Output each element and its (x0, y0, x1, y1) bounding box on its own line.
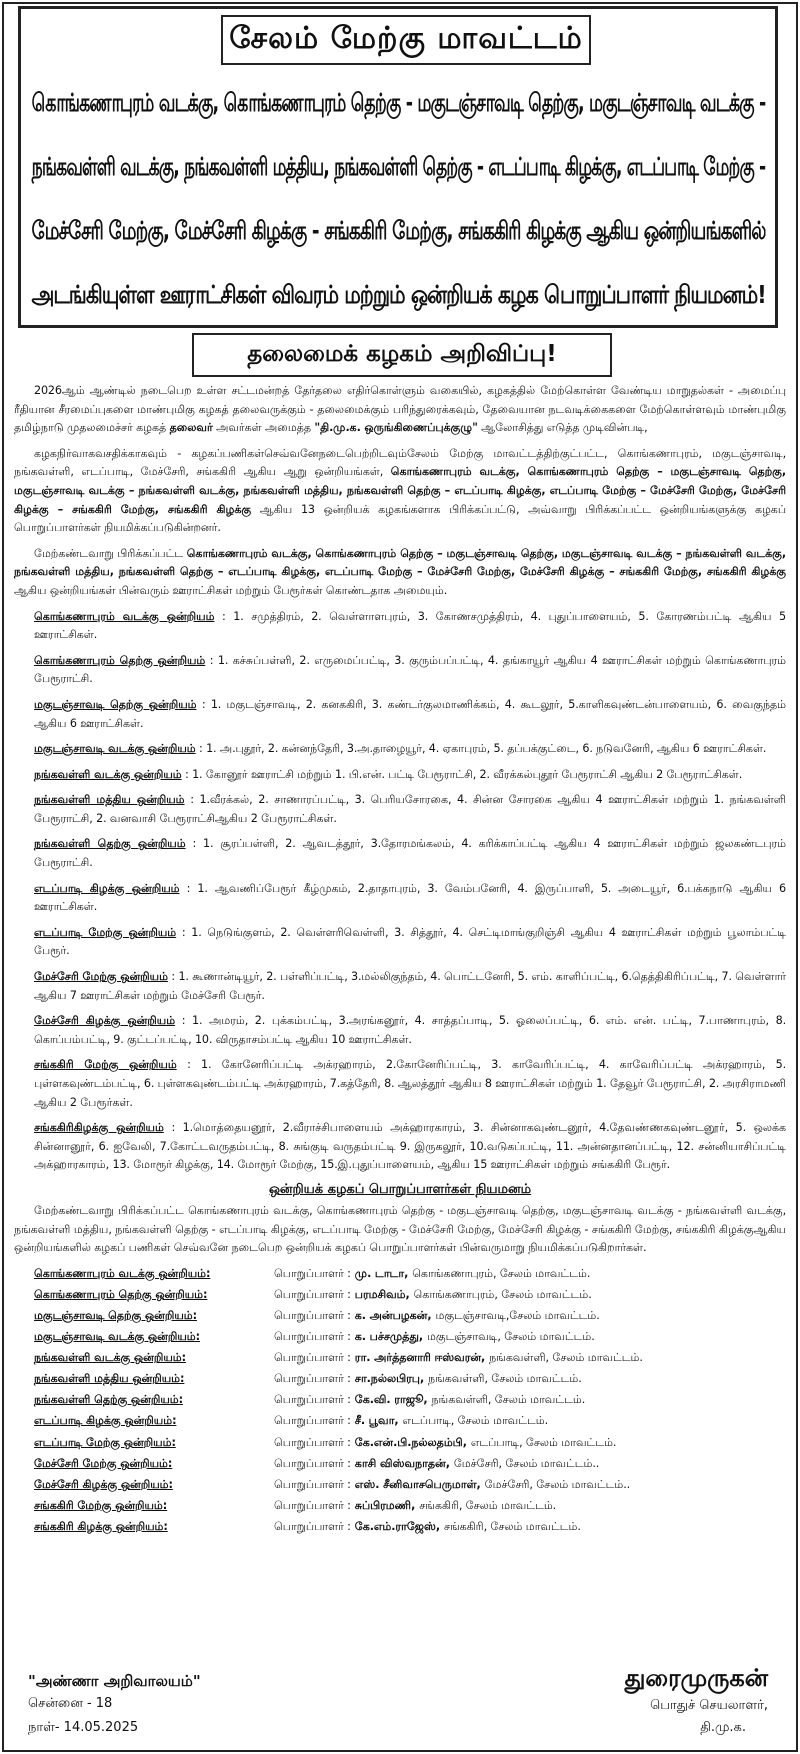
appointment-place: நங்கவள்ளி, சேலம் மாவட்டம். (428, 1372, 582, 1386)
union-entry (14, 1012, 786, 1049)
appointments-list (14, 1265, 786, 1537)
appointment-union: சங்ககிரி கிழக்கு ஒன்றியம்: (34, 1519, 168, 1533)
district-title-box (221, 15, 591, 65)
appointments-heading: ஒன்றியக் கழகப் பொறுப்பாளர்கள் நியமனம் (268, 1181, 532, 1197)
union-name: கொங்கணாபுரம் தெற்கு ஒன்றியம் (34, 653, 206, 667)
appointment-place: மேச்சேரி, சேலம் மாவட்டம்.. (453, 1456, 600, 1470)
union-name: மகுடஞ்சாவடி தெற்கு ஒன்றியம் (34, 697, 197, 711)
union-detail: : 1.வீரக்கல், 2. சாணாரப்பட்டி, 3. பெரியசோரகை, 4. சின்ன சோரகை ஆகிய 4 ஊராட்சிகள் மற்றும் 1. நங்கவள்ளி பேரூராட்சி, 2. வனவாசி பேரூராட்சிஆகிய 2 பேரூராட்சிகள். (34, 793, 786, 825)
composition-union-list: கொங்கணாபுரம் வடக்கு, கொங்கணாபுரம் தெற்கு – மகுடஞ்சாவடி தெற்கு, மகுடஞ்சாவடி வடக்கு – நங்கவள்ளி வடக்கு, நங்கவள்ளி மத்திய, நங்கவள்ளி தெற்கு – எடப்பாடி கிழக்கு, எடப்பாடி மேற்கு – மேச்சேரி மேற்கு, மேச்சேரி கிழக்கு – சங்ககிரி மேற்கு, சங்ககிரி கிழக்கு (14, 546, 786, 579)
union-detail: : 1.மொத்தையனூர், 2.வீராச்சிபாளையம் அக்ஹாரகாரம், 3. சின்னாகவுண்டனூர், 4.தேவண்ணகவுண்டனூர், 5. ஒலக்க சின்னானூர், 6. ஐவேலி, 7.கோட்டவருதம்பட்டி, 8. சுங்குடி வருதம்பட்டி 9. இருகலூர், 10.வடுகப்பட்டி, 11. அன்னதானப்பட்டி, 12. சன்னியாசிப்பட்டி அக்ஹாரகாரம், 13. மோரூர் கிழக்கு, 14. மோரூர் மேற்கு, 15.இ.புதுப்பாளையம், ஆகிய 15 ஊராட்சிகள் மற்றும் சங்ககிரி பேரூர். (34, 1121, 786, 1172)
intro-text: அவர்கள் அமைத்த (212, 421, 315, 435)
appointment-label: பொறுப்பாளர் : (274, 1477, 351, 1491)
appointment-union: கொங்கணாபுரம் வடக்கு ஒன்றியம்: (34, 1266, 211, 1280)
union-entry (14, 608, 786, 645)
appointment-union: மகுடஞ்சாவடி வடக்கு ஒன்றியம்: (34, 1330, 200, 1344)
union-entry (14, 766, 786, 785)
appointment-place: கொங்கணாபுரம், சேலம் மாவட்டம். (413, 1287, 592, 1301)
union-detail: : 1. சமுத்திரம், 2. வெள்ளாளபுரம், 3. கோணசமுத்திரம், 4. புதுப்பாளையம், 5. கோரணம்பட்டி ஆகிய 5 ஊராட்சிகள். (34, 609, 786, 642)
appointment-place: சங்ககிரி, சேலம் மாவட்டம். (443, 1519, 581, 1533)
appointment-label: பொறுப்பாளர் : (274, 1266, 351, 1280)
union-name: சங்ககிரிகிழக்கு ஒன்றியம் (34, 1121, 164, 1135)
union-detail: : 1. சூரப்பள்ளி, 2. ஆவடத்தூர், 3.தோரமங்கலம், 4. கரிக்காப்பட்டி ஆகிய 4 ஊராட்சிகள் மற்றும் ஜலகண்டபுரம் பேரூராட்சி. (34, 837, 786, 870)
appointment-union: எடப்பாடி மேற்கு ஒன்றியம்: (34, 1435, 176, 1449)
union-name: மேச்சேரி கிழக்கு ஒன்றியம் (34, 1014, 176, 1028)
appointment-place: மேச்சேரி, சேலம் மாவட்டம்.. (484, 1477, 631, 1491)
signatory-name: துரைமுருகன் (624, 1664, 768, 1692)
division-text: கழகநிர்வாகவசதிக்காகவும் - கழகப்பணிகள்செவ்வனேநடைபெற்றிடவும்சேலம் மேற்கு மாவட்டத்திற்குட்பட்ட, கொங்கணாபுரம், மகுடஞ்சாவடி, நங்கவள்ளி, எடப்பாடி, மேச்சேரி, சங்ககிரி ஆகிய ஆறு ஒன்றியங்கள், (14, 446, 786, 479)
appointment-place: மகுடஞ்சாவடி, சேலம் மாவட்டம். (426, 1330, 595, 1344)
union-detail: : 1. கச்சுப்பள்ளி, 2. எருமைப்பட்டி, 3. குரும்பப்பட்டி, 4. தங்காயூர் ஆகிய 4 ஊராட்சிகள் மற்றும் கொங்கணாபுரம் பேரூராட்சி. (34, 653, 786, 686)
union-name: நங்கவள்ளி வடக்கு ஒன்றியம் (34, 767, 182, 781)
union-entry (14, 652, 786, 689)
composition-text: மேற்கண்டவாறு பிரிக்கப்பட்ட (34, 546, 187, 560)
union-entry (14, 1056, 786, 1112)
appointment-row (14, 1518, 786, 1537)
appointment-row (14, 1455, 786, 1474)
appointment-union: கொங்கணாபுரம் தெற்கு ஒன்றியம்: (34, 1287, 208, 1301)
union-entry (14, 740, 786, 759)
union-detail: : 1. நெடுங்குளம், 2. வெள்ளரிவெள்ளி, 3. சித்தூர், 4. செட்டிமாங்குறிஞ்சி ஆகிய 4 ஊராட்சிகள் மற்றும் பூலாம்பட்டி பேரூர். (34, 925, 786, 958)
appointment-label: பொறுப்பாளர் : (274, 1414, 351, 1428)
headline-line: மேச்சேரி மேற்கு, மேச்சேரி கிழக்கு - சங்ககிரி மேற்கு, சங்ககிரி கிழக்கு ஆகிய ஒன்றியங்களில் (31, 216, 765, 245)
union-name: மகுடஞ்சாவடி வடக்கு ஒன்றியம் (34, 742, 196, 756)
appointment-union: மேச்சேரி மேற்கு ஒன்றியம்: (34, 1456, 173, 1470)
union-entry (14, 924, 786, 961)
leader-word: தலைவர் (169, 421, 213, 435)
composition-text: ஆகிய ஒன்றியங்கள் பின்வரும் ஊராட்சிகள் மற்றும் பேரூர்கள் கொண்டதாக அமையும். (14, 583, 448, 597)
appointment-person: க. அன்பழகன், (354, 1308, 432, 1322)
union-name: கொங்கணாபுரம் வடக்கு ஒன்றியம் (34, 609, 215, 623)
notice-body (14, 382, 786, 1664)
notice-banner (192, 333, 612, 377)
union-list (14, 608, 786, 1175)
appointment-place: சங்ககிரி, சேலம் மாவட்டம். (419, 1498, 557, 1512)
appointment-row (14, 1497, 786, 1516)
appointment-place: மகுடஞ்சாவடி,சேலம் மாவட்டம். (435, 1308, 600, 1322)
appointment-row (14, 1434, 786, 1453)
appointment-row (14, 1349, 786, 1368)
appointment-person: கே.என்.பி.நல்லதம்பி, (354, 1435, 467, 1449)
intro-paragraph (14, 382, 786, 438)
appointment-label: பொறுப்பாளர் : (274, 1330, 351, 1344)
appointment-label: பொறுப்பாளர் : (274, 1456, 351, 1470)
union-entry (14, 968, 786, 1005)
appointment-row (14, 1476, 786, 1495)
signatory-designation: பொதுச் செயலாளர், (650, 1698, 768, 1713)
appointment-label: பொறுப்பாளர் : (274, 1393, 351, 1407)
appointment-row (14, 1391, 786, 1410)
appointment-row (14, 1370, 786, 1389)
union-name: சங்ககிரி மேற்கு ஒன்றியம் (34, 1058, 177, 1072)
intro-text: ஆலோசித்து எடுத்த முடிவின்படி, (477, 421, 648, 435)
union-entry (14, 696, 786, 733)
header-headline (31, 71, 765, 327)
appointment-person: ரா. அர்த்தனாரி ஈஸ்வரன், (354, 1351, 486, 1365)
appointment-place: கொங்கணாபுரம், சேலம் மாவட்டம். (412, 1266, 591, 1280)
division-paragraph (14, 445, 786, 538)
committee-name: "தி.மு.க. ஒருங்கிணைப்புக்குழு" (314, 421, 478, 435)
appointment-row (14, 1307, 786, 1326)
composition-paragraph (14, 545, 786, 601)
intro-text: 2026ஆம் ஆண்டில் நடைபெற உள்ள சட்டமன்றத் தேர்தலை எதிர்கொள்ளும் வகையில், கழகத்தில் மேற்கொள்ள வேண்டிய மாறுதல்கள் - அமைப்பு ரீதியான சீரமைப்புகளை மாண்புமிகு கழகத் தலைவருக்கும் - தலைமைக்கும் பரிந்துரைக்கவும், தேவையான நடவடிக்கைகளை மேற்கொள்ளவும் மாண்புமிகு தமிழ்நாடு முதலமைச்சர் கழகத் (14, 384, 786, 435)
appointment-place: எடப்பாடி, சேலம் மாவட்டம். (470, 1435, 617, 1449)
appointment-label: பொறுப்பாளர் : (274, 1308, 351, 1322)
appointment-row (14, 1265, 786, 1284)
appointment-person: சுப்பிரமணி, (354, 1498, 416, 1512)
appointment-union: நங்கவள்ளி மத்திய ஒன்றியம்: (34, 1372, 185, 1386)
union-detail: : 1. அமரம், 2. புக்கம்பட்டி, 3.அரங்கனூர், 4. சாத்தப்பாடி, 5. ஓலைப்பட்டி, 6. எம். என். பட்டி, 7.பாணாபுரம், 8. கொப்பம்பட்டி, 9. குட்டப்பட்டி, 10. விருதாசம்பட்டி ஆகிய 10 ஊராட்சிகள். (34, 1014, 786, 1046)
notice-date: நாள்- 14.05.2025 (28, 1720, 139, 1735)
union-detail: : 1. ஆவணிப்பேரூர் கீழ்முகம், 2.தாதாபுரம், 3. வேம்பனேரி, 4. இருப்பாளி, 5. அடையூர், 6.பக்கநாடு ஆகிய 6 ஊராட்சிகள். (34, 881, 786, 914)
appointment-person: காசி விஸ்வநாதன், (354, 1456, 450, 1470)
district-title: சேலம் மேற்கு மாவட்டம் (229, 20, 583, 56)
appointment-person: கே.வி. ராஜூ, (354, 1393, 428, 1407)
appointment-row (14, 1286, 786, 1305)
union-entry (14, 791, 786, 828)
headline-line: அடங்கியுள்ள ஊராட்சிகள் விவரம் மற்றும் ஒன்றியக் கழக பொறுப்பாளர் நியமனம்! (31, 280, 765, 309)
appointment-place: எடப்பாடி, சேலம் மாவட்டம். (402, 1414, 548, 1428)
office-city: சென்னை - 18 (28, 1696, 113, 1711)
appointment-label: பொறுப்பாளர் : (274, 1498, 351, 1512)
appointment-person: க. பச்சமுத்து, (354, 1330, 423, 1344)
appointment-person: மு. டாடா, (354, 1266, 409, 1280)
union-entry (14, 835, 786, 872)
union-name: நங்கவள்ளி மத்திய ஒன்றியம் (34, 793, 185, 807)
union-name: எடப்பாடி கிழக்கு ஒன்றியம் (34, 881, 180, 895)
union-detail: : 1. கோனேரிப்பட்டி அக்ரஹாரம், 2.கோனேரிப்பட்டி, 3. காவேரிப்பட்டி, 4. காவேரிப்பட்டி அக்ரஹாரம், 5. புள்ளகவுண்டம்பட்டி, 6. புள்ளகவுண்டம்பட்டி அக்ரஹாரம், 7.கத்தேரி, 8. ஆலத்தூர் ஆகிய 8 ஊராட்சிகள் மற்றும் 1. தேவூர் பேரூராட்சி, 2. அரசிராமணி ஆகிய 2 பேரூர்கள். (34, 1058, 786, 1109)
appointment-union: மகுடஞ்சாவடி தெற்கு ஒன்றியம்: (34, 1308, 197, 1322)
appointment-person: கே.எம்.ராஜேஸ், (354, 1519, 440, 1533)
union-entry (14, 880, 786, 917)
union-entry (14, 1119, 786, 1175)
appointment-union: எடப்பாடி கிழக்கு ஒன்றியம்: (34, 1414, 177, 1428)
header-box (18, 6, 778, 328)
division-union-list: கொங்கணாபுரம் வடக்கு, கொங்கணாபுரம் தெற்கு – மகுடஞ்சாவடி தெற்கு, மகுடஞ்சாவடி வடக்கு – நங்கவள்ளி வடக்கு, நங்கவள்ளி மத்திய, நங்கவள்ளி தெற்கு – எடப்பாடி கிழக்கு, எடப்பாடி மேற்கு – மேச்சேரி மேற்கு, மேச்சேரி கிழக்கு – சங்ககிரி மேற்கு, சங்ககிரி கிழக்கு (14, 465, 786, 516)
division-text: ஆகிய 13 ஒன்றியக் கழகங்களாக பிரிக்கப்பட்டு, அவ்வாறு பிரிக்கப்பட்ட ஒன்றியங்களுக்கு கழகப் பொறுப்பாளர்கள் நியமிக்கப்படுகின்றனர். (14, 502, 786, 535)
union-detail: : 1. கூணான்டியூர், 2. பள்ளிப்பட்டி, 3.மல்லிகுந்தம், 4. பொட்டனேரி, 5. எம். காளிப்பட்டி, 6.தெத்திகிரிப்பட்டி, 7. வெள்ளார் ஆகிய 7 ஊராட்சிகள் மற்றும் மேச்சேரி பேரூர். (34, 970, 786, 1002)
appointment-label: பொறுப்பாளர் : (274, 1287, 351, 1301)
party-name: தி.மு.க. (700, 1720, 746, 1735)
appointment-label: பொறுப்பாளர் : (274, 1351, 351, 1365)
appointment-label: பொறுப்பாளர் : (274, 1519, 351, 1533)
appointment-label: பொறுப்பாளர் : (274, 1372, 351, 1386)
appointment-person: பரமசிவம், (354, 1287, 410, 1301)
union-name: எடப்பாடி மேற்கு ஒன்றியம் (34, 925, 177, 939)
appointment-union: சங்ககிரி மேற்கு ஒன்றியம்: (34, 1498, 168, 1512)
notice-title: தலைமைக் கழகம் அறிவிப்பு! (247, 340, 557, 367)
appointment-person: எஸ். சீனிவாசபெருமாள், (354, 1477, 481, 1491)
headline-line: கொங்கணாபுரம் வடக்கு, கொங்கணாபுரம் தெற்கு - மகுடஞ்சாவடி தெற்கு, மகுடஞ்சாவடி வடக்கு - (31, 88, 765, 117)
union-detail: : 1. அ.புதூர், 2. கன்னந்தேரி, 3.அ.தாழையூர், 4. ஏகாபுரம், 5. தப்பக்குட்டை, 6. நடுவனேரி, ஆகிய 6 ஊராட்சிகள். (199, 742, 767, 756)
appointment-label: பொறுப்பாளர் : (274, 1435, 351, 1449)
office-name: "அண்ணா அறிவாலயம்" (28, 1672, 201, 1690)
appointment-row (14, 1412, 786, 1431)
appointments-intro: மேற்கண்டவாறு பிரிக்கப்பட்ட கொங்கணாபுரம் வடக்கு, கொங்கணாபுரம் தெற்கு - மகுடஞ்சாவடி தெற்கு, மகுடஞ்சாவடி வடக்கு - நங்கவள்ளி வடக்கு, நங்கவள்ளி மத்திய, நங்கவள்ளி தெற்கு - எடப்பாடி கிழக்கு, எடப்பாடி மேற்கு - மேச்சேரி மேற்கு, மேச்சேரி கிழக்கு - சங்ககிரி மேற்கு, சங்ககிரி கிழக்குஆகிய ஒன்றியங்களில் கழகப் பணிகள் செவ்வனே நடைபெற ஒன்றியக் கழகப் பொறுப்பாளர்கள் பின்வருமாறு நியமிக்கப்படுகிறார்கள். (14, 1203, 786, 1255)
headline-line: நங்கவள்ளி வடக்கு, நங்கவள்ளி மத்திய, நங்கவள்ளி தெற்கு - எடப்பாடி கிழக்கு, எடப்பாடி மேற்கு - (31, 152, 765, 181)
appointment-row (14, 1328, 786, 1347)
appointment-union: நங்கவள்ளி வடக்கு ஒன்றியம்: (34, 1351, 186, 1365)
appointment-place: நங்கவள்ளி, சேலம் மாவட்டம். (431, 1393, 586, 1407)
union-name: நங்கவள்ளி தெற்கு ஒன்றியம் (34, 837, 186, 851)
footer (18, 1664, 788, 1752)
appointment-union: நங்கவள்ளி தெற்கு ஒன்றியம்: (34, 1393, 183, 1407)
appointment-place: நங்கவள்ளி, சேலம் மாவட்டம். (489, 1351, 643, 1365)
appointment-person: சா.நல்லபிரபு, (354, 1372, 425, 1386)
union-detail: : 1. கோனூர் ஊராட்சி மற்றும் 1. பி.என். பட்டி பேரூராட்சி, 2. வீரக்கல்புதூர் பேரூராட்சி ஆகிய 2 பேரூராட்சிகள். (185, 767, 743, 781)
union-detail: : 1. மகுடஞ்சாவடி, 2. கனககிரி, 3. கண்டர்குலமாணிக்கம், 4. கூடலூர், 5.காளிகவுண்டன்பாளையம், 6. வைகுந்தம் ஆகிய 6 ஊராட்சிகள். (34, 697, 786, 730)
union-name: மேச்சேரி மேற்கு ஒன்றியம் (34, 970, 168, 984)
appointment-union: மேச்சேரி கிழக்கு ஒன்றியம்: (34, 1477, 173, 1491)
appointment-person: சீ. பூவா, (354, 1414, 399, 1428)
